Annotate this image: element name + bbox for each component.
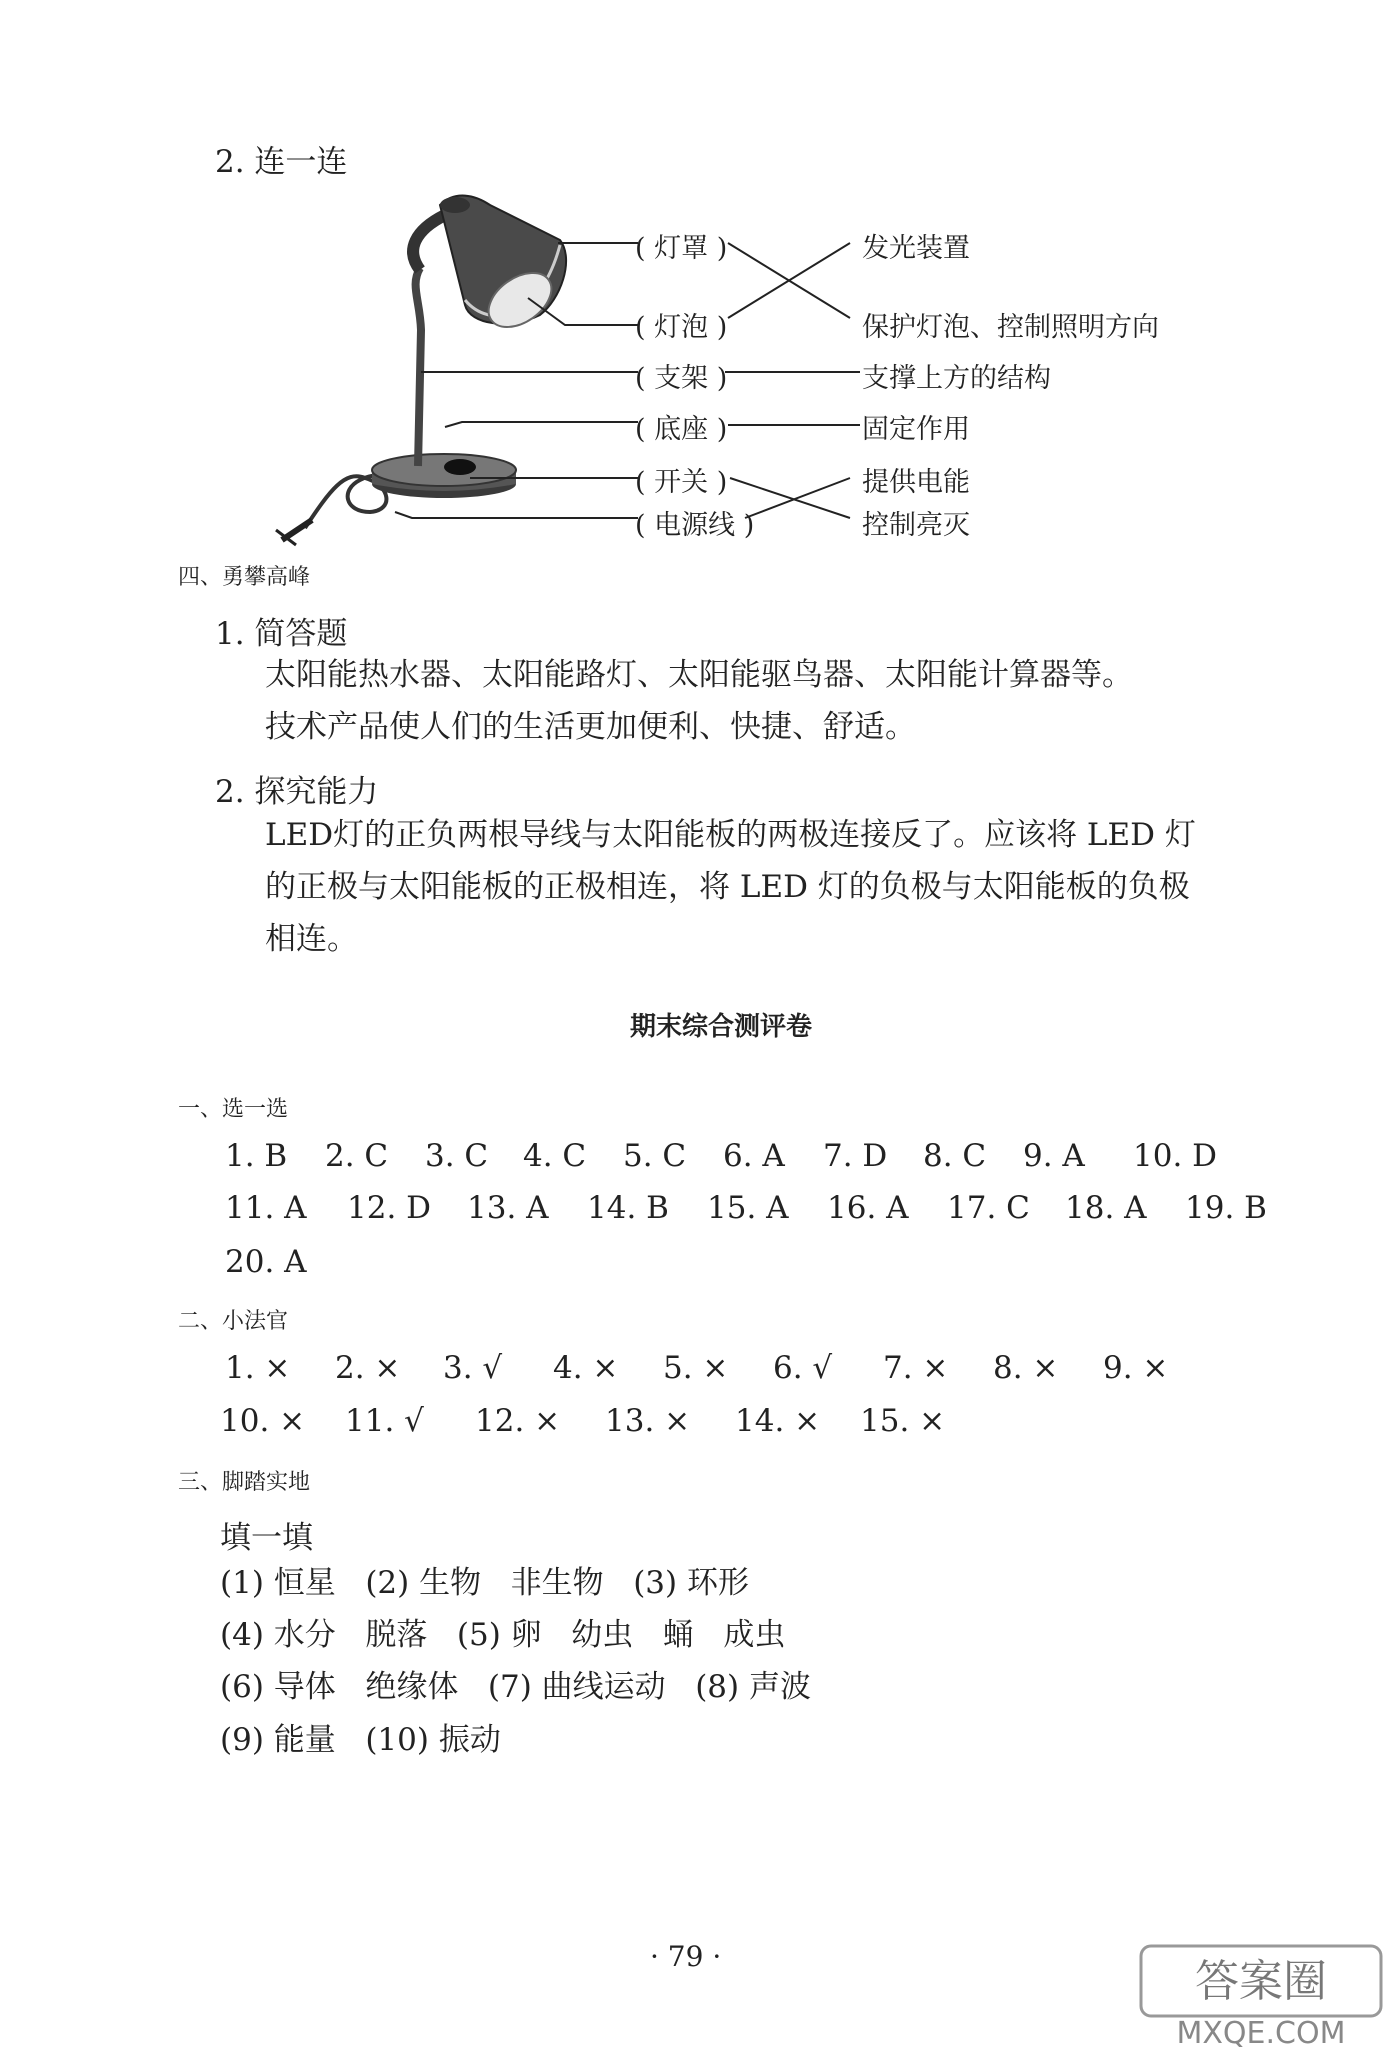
answer-item: 3. √ <box>443 1350 503 1386</box>
page-number: · 79 · <box>650 1940 722 1973</box>
answer-line: 技术产品使人们的生活更加便利、快捷、舒适。 <box>265 709 916 745</box>
section-title: 一、选一选 <box>178 1097 289 1122</box>
function-label-power: 提供电能 <box>862 467 970 498</box>
answer-line: 的正极与太阳能板的正极相连，将 LED 灯的负极与太阳能板的负极 <box>265 869 1190 905</box>
answer-line: LED灯的正负两根导线与太阳能板的两极连接反了。应该将 LED 灯 <box>265 817 1196 853</box>
answer-item: 11. A <box>225 1190 307 1226</box>
answer-line: 相连。 <box>265 921 358 957</box>
function-label-support: 支撑上方的结构 <box>862 363 1051 394</box>
answer-item: 13. A <box>467 1190 549 1226</box>
question-title: 2. 探究能力 <box>215 774 379 810</box>
function-label-onoff: 控制亮灭 <box>862 510 970 541</box>
answer-item: 9. × <box>1103 1350 1169 1386</box>
answer-item: 4. C <box>523 1138 587 1174</box>
answer-item: 5. × <box>663 1350 729 1386</box>
watermark-url: MXQE.COM <box>1176 2016 1346 2051</box>
answer-item: 8. × <box>993 1350 1059 1386</box>
answer-item: 20. A <box>225 1244 307 1280</box>
answer-item: 19. B <box>1185 1190 1267 1226</box>
answer-item: 3. C <box>425 1138 489 1174</box>
answer-item: 11. √ <box>345 1403 424 1439</box>
answer-item: 15. × <box>860 1403 946 1439</box>
answer-line: (6) 导体 绝缘体 (7) 曲线运动 (8) 声波 <box>220 1669 811 1705</box>
answer-item: 12. D <box>347 1190 432 1226</box>
answer-item: 5. C <box>623 1138 687 1174</box>
function-label-fix: 固定作用 <box>862 414 970 445</box>
answer-item: 1. × <box>225 1350 291 1386</box>
answer-item: 10. D <box>1133 1138 1218 1174</box>
answer-item: 2. C <box>325 1138 389 1174</box>
question-title: 2. 连一连 <box>215 144 348 180</box>
function-label-protect: 保护灯泡、控制照明方向 <box>862 312 1159 343</box>
answer-item: 6. A <box>723 1138 785 1174</box>
section-title: 四、勇攀高峰 <box>178 565 311 590</box>
function-label-light: 发光装置 <box>862 233 970 264</box>
part-label-power-cord: ( 电源线 ) <box>635 510 755 541</box>
answer-item: 7. D <box>823 1138 888 1174</box>
part-label-switch: ( 开关 ) <box>635 467 728 498</box>
answer-item: 6. √ <box>773 1350 833 1386</box>
answer-item: 7. × <box>883 1350 949 1386</box>
watermark-graphic <box>1136 1941 1386 2051</box>
answer-item: 10. × <box>220 1403 306 1439</box>
exam-heading: 期末综合测评卷 <box>630 1012 813 1042</box>
answer-line: 太阳能热水器、太阳能路灯、太阳能驱鸟器、太阳能计算器等。 <box>265 657 1133 693</box>
answer-item: 14. × <box>735 1403 821 1439</box>
watermark-logo <box>1136 1941 1386 2051</box>
question-title: 1. 简答题 <box>215 616 348 652</box>
answer-item: 8. C <box>923 1138 987 1174</box>
answer-line: (4) 水分 脱落 (5) 卵 幼虫 蛹 成虫 <box>220 1617 786 1653</box>
part-label-stand: ( 支架 ) <box>635 363 728 394</box>
answer-item: 18. A <box>1065 1190 1147 1226</box>
answer-line: (9) 能量 (10) 振动 <box>220 1722 501 1758</box>
answer-item: 17. C <box>947 1190 1030 1226</box>
part-label-lampshade: ( 灯罩 ) <box>635 233 728 264</box>
answer-item: 2. × <box>335 1350 401 1386</box>
answer-item: 13. × <box>605 1403 691 1439</box>
answer-item: 12. × <box>475 1403 561 1439</box>
part-label-base: ( 底座 ) <box>635 414 728 445</box>
answer-item: 14. B <box>587 1190 669 1226</box>
answer-item: 15. A <box>707 1190 789 1226</box>
answer-item: 4. × <box>553 1350 619 1386</box>
part-label-bulb: ( 灯泡 ) <box>635 312 728 343</box>
answer-item: 1. B <box>225 1138 288 1174</box>
match-lines <box>725 243 860 518</box>
watermark-logo-text: 答案圈 <box>1195 1956 1327 2007</box>
section-title: 二、小法官 <box>178 1309 289 1334</box>
lamp-illustration <box>276 196 566 545</box>
answer-line: (1) 恒星 (2) 生物 非生物 (3) 环形 <box>220 1565 749 1601</box>
question-title: 填一填 <box>220 1520 313 1556</box>
section-title: 三、脚踏实地 <box>178 1470 311 1495</box>
answer-item: 9. A <box>1023 1138 1085 1174</box>
answer-item: 16. A <box>827 1190 909 1226</box>
